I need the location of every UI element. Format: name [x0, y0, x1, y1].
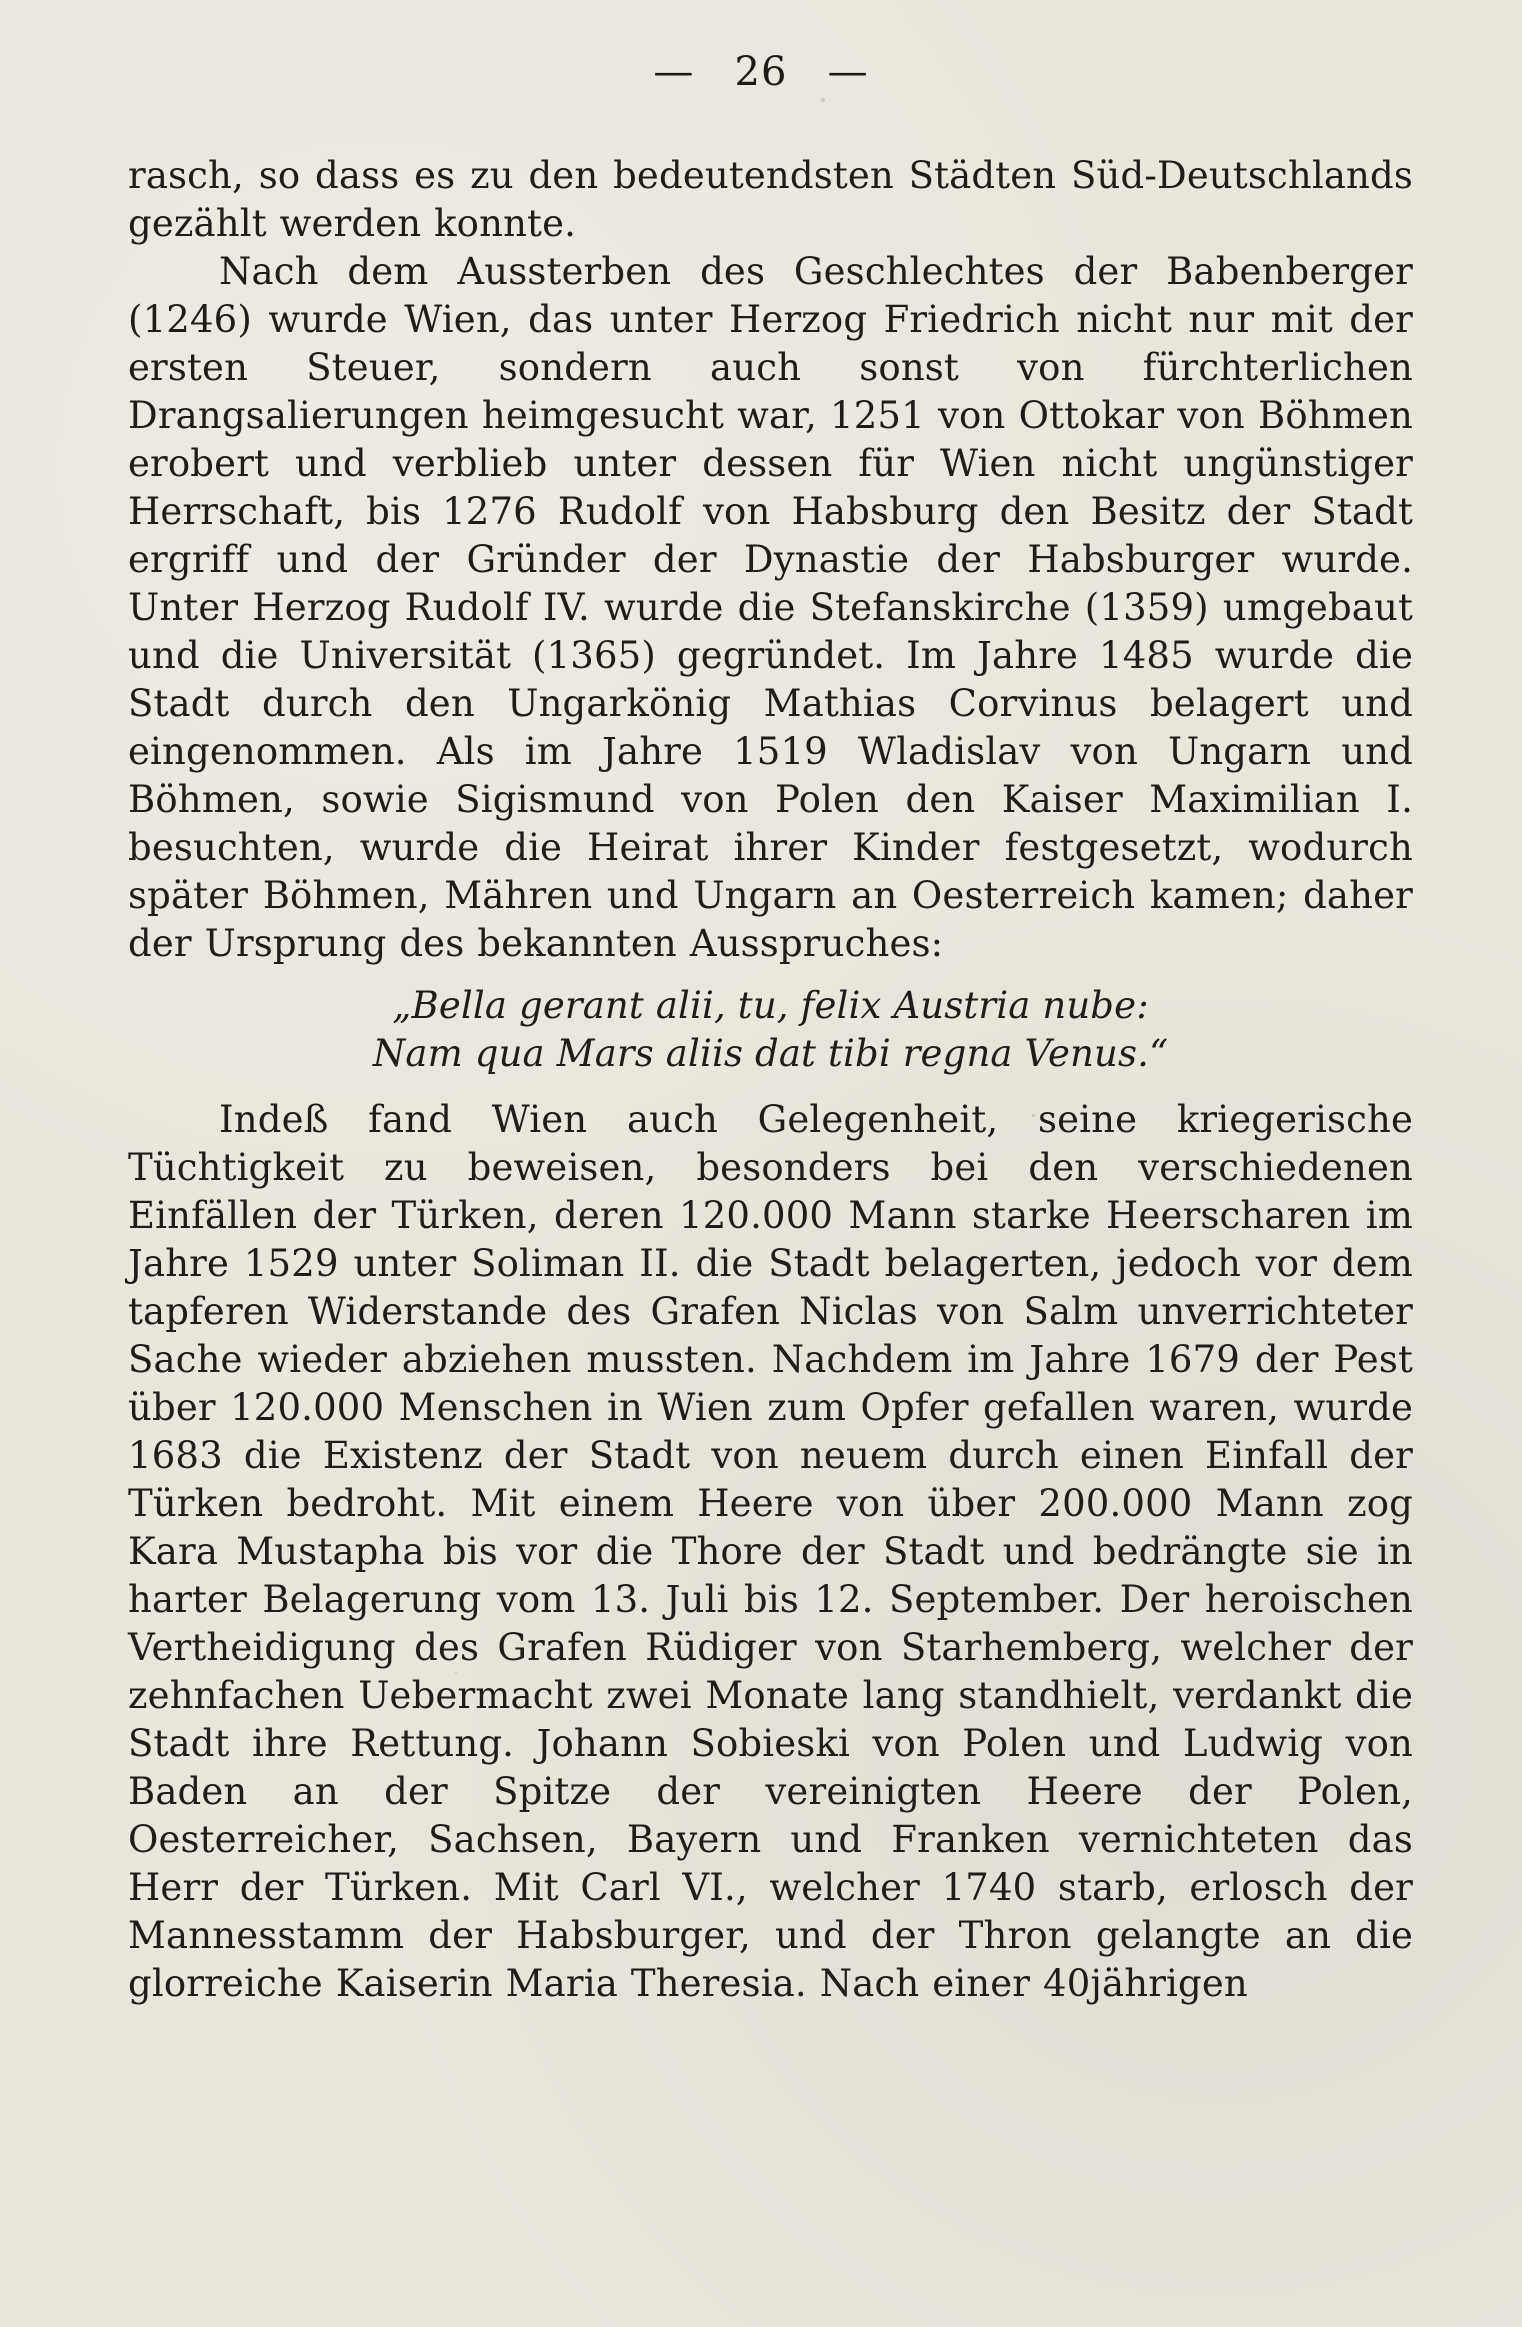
paper-speckle	[455, 1672, 457, 1674]
continued-paragraph: rasch, so dass es zu den bedeutendsten Städten Süd-Deutschlands gezählt werden konnte.	[128, 154, 1413, 245]
history-paragraph-one: Nach dem Aussterben des Geschlechtes der Babenberger (1246) wurde Wien, das unter Herzog Friedrich nicht nur mit der ersten Steuer, sondern auch sonst von fürchterlichen Drangsalierungen heimgesucht war, 1251 von Ottokar von Böhmen erobert und verblieb unter dessen für Wien nicht ungünstiger Herrschaft, bis 1276 Rudolf von Habsburg den Besitz der Stadt ergriff und der Gründer der Dynastie der Habsburger wurde. Unter Herzog Rudolf IV. wurde die Stefanskirche (1359) umgebaut und die Universität (1365) gegründet. Im Jahre 1485 wurde die Stadt durch den Ungarkönig Mathias Corvinus belagert und eingenommen. Als im Jahre 1519 Wladislav von Ungarn und Böhmen, sowie Sigismund von Polen den Kaiser Maximilian I. besuchten, wurde die Heirat ihrer Kinder festgesetzt, wodurch später Böhmen, Mähren und Ungarn an Oesterreich kamen; daher der Ursprung des bekannten Ausspruches:	[128, 250, 1413, 965]
page-number: 26	[734, 49, 788, 95]
right-header-dash: —	[827, 49, 869, 95]
latin-quote-line-one: „Bella gerant alii, tu, felix Austria nube:	[392, 984, 1149, 1027]
history-paragraph-two: Indeß fand Wien auch Gelegenheit, seine kriegerische Tüchtigkeit zu beweisen, besonders bei den verschiedenen Einfällen der Türken, deren 120.000 Mann starke Heerscharen im Jahre 1529 unter Soliman II. die Stadt belagerten, jedoch vor dem tapferen Widerstande des Grafen Niclas von Salm unverrichteter Sache wieder abziehen mussten. Nachdem im Jahre 1679 der Pest über 120.000 Menschen in Wien zum Opfer gefallen waren, wurde 1683 die Existenz der Stadt von neuem durch einen Einfall der Türken bedroht. Mit einem Heere von über 200.000 Mann zog Kara Mustapha bis vor die Thore der Stadt und bedrängte sie in harter Belagerung vom 13. Juli bis 12. September. Der heroischen Vertheidigung des Grafen Rüdiger von Starhemberg, welcher der zehnfachen Uebermacht zwei Monate lang standhielt, verdankt die Stadt ihre Rettung. Johann Sobieski von Polen und Ludwig von Baden an der Spitze der vereinigten Heere der Polen, Oesterreicher, Sachsen, Bayern und Franken vernichteten das Herr der Türken. Mit Carl VI., welcher 1740 starb, erlosch der Mannesstamm der Habsburger, und der Thron gelangte an die glorreiche Kaiserin Maria Theresia. Nach einer 40jährigen	[128, 1098, 1413, 2005]
paper-speckle	[821, 98, 825, 102]
page-header	[0, 49, 1522, 95]
left-header-dash: —	[653, 49, 695, 95]
latin-quote	[128, 982, 1413, 1078]
latin-quote-line-two: Nam qua Mars aliis dat tibi regna Venus.“	[372, 1032, 1169, 1075]
paper-speckle	[1032, 1114, 1035, 1117]
paper-speckle	[660, 601, 663, 604]
main-text-block	[128, 152, 1413, 2008]
